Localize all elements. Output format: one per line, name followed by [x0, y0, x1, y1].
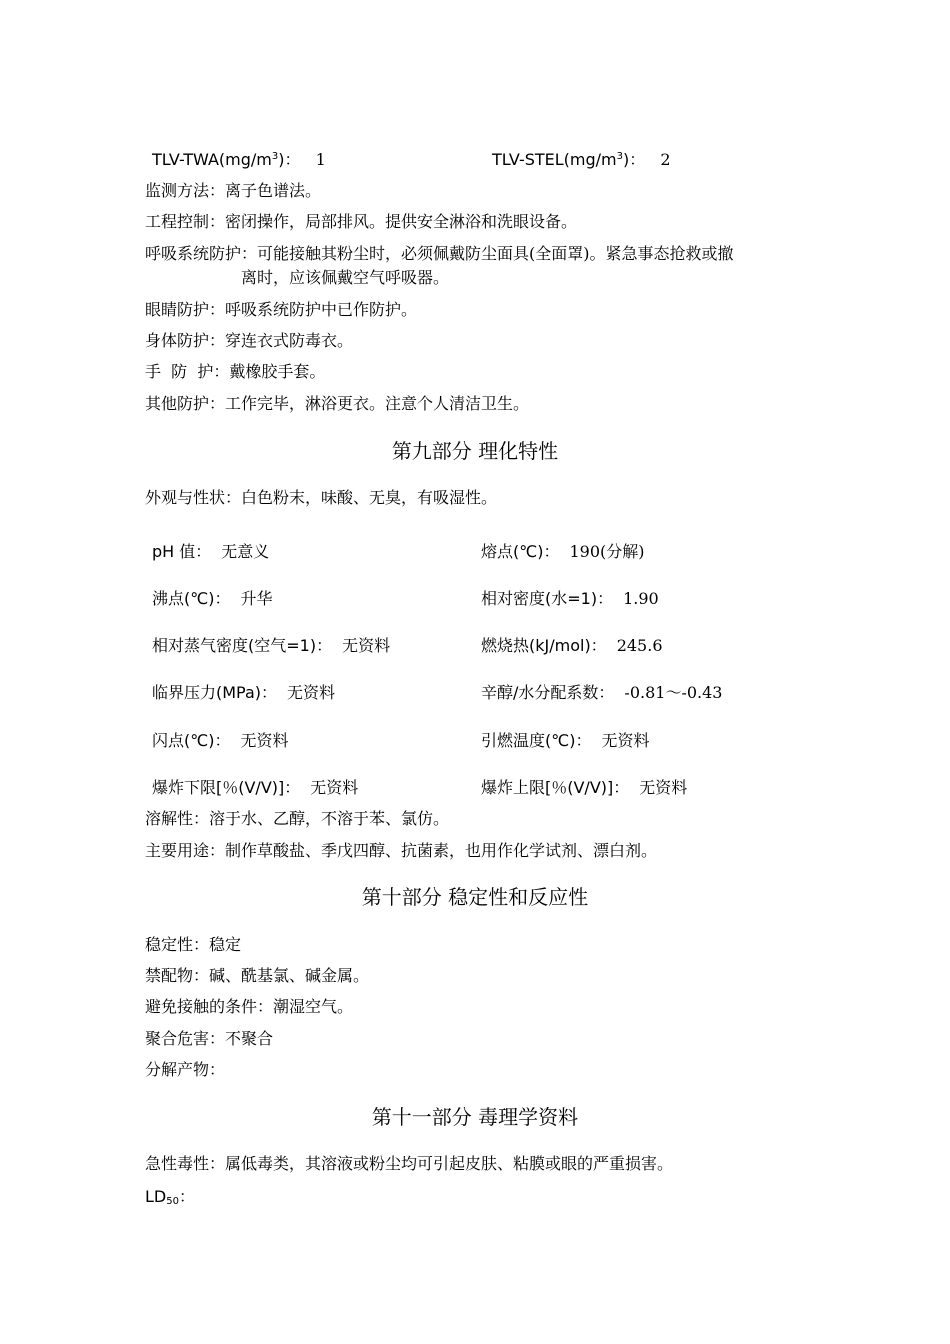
other-protection: 其他防护：工作完毕，淋浴更衣。注意个人清洁卫生。	[145, 394, 530, 413]
prop-ph: pH 值： 无意义	[152, 542, 270, 561]
body-protection: 身体防护：穿连衣式防毒衣。	[145, 331, 354, 350]
acute-toxicity: 急性毒性：属低毒类，其溶液或粉尘均可引起皮肤、粘膜或眼的严重损害。	[145, 1154, 674, 1173]
tlv-twa-label: TLV-$TWA(mg/m^3)$：	[152, 150, 301, 169]
eye-protection: 眼睛防护：呼吸系统防护中已作防护。	[145, 300, 418, 319]
tlv-twa	[152, 149, 326, 171]
prop-partition-coefficient: 辛醇/水分配系数： -0.81～-0.43	[481, 683, 723, 702]
tlv-twa-value: 1	[315, 150, 326, 169]
section-11-title: 第十一部分 毒理学资料	[371, 1105, 579, 1129]
ld50: $LD_{50}$：	[145, 1187, 195, 1207]
respiratory-protection: 呼吸系统防护：可能接触其粉尘时，必须佩戴防尘面具(全面罩)。紧急事态抢救或撤	[145, 244, 734, 263]
polymerization-hazard: 聚合危害：不聚合	[145, 1029, 274, 1048]
decomposition-products: 分解产物：	[145, 1060, 226, 1079]
prop-heat-of-combustion: 燃烧热(kJ/mol)： 245.6	[481, 636, 663, 655]
hand-protection: 手 防 护：戴橡胶手套。	[145, 362, 326, 381]
prop-upper-explosive-limit: 爆炸上限[％(V/V)]： 无资料	[481, 778, 688, 797]
monitoring-method: 监测方法：离子色谱法。	[145, 181, 322, 200]
tlv-stel-value: 2	[660, 150, 671, 169]
prop-critical-pressure: 临界压力(MPa)： 无资料	[152, 683, 336, 702]
prop-relative-density: 相对密度(水=1)： 1.90	[481, 589, 659, 608]
section-9-title: 第九部分 理化特性	[391, 439, 559, 463]
prop-lower-explosive-limit: 爆炸下限[％(V/V)]： 无资料	[152, 778, 359, 797]
conditions-to-avoid: 避免接触的条件：潮湿空气。	[145, 997, 354, 1016]
section-10-title: 第十部分 稳定性和反应性	[361, 885, 589, 909]
tlv-stel-label: TLV-$STEL(mg/m^3)$：	[492, 150, 646, 169]
prop-flash-point: 闪点(℃)： 无资料	[152, 731, 289, 750]
prop-vapor-density: 相对蒸气密度(空气=1)： 无资料	[152, 636, 391, 655]
incompatible-materials: 禁配物：碱、酰基氯、碱金属。	[145, 966, 370, 985]
respiratory-protection-cont: 离时，应该佩戴空气呼吸器。	[241, 268, 450, 287]
main-uses: 主要用途：制作草酸盐、季戊四醇、抗菌素，也用作化学试剂、漂白剂。	[145, 841, 658, 860]
prop-boiling-point: 沸点(℃)： 升华	[152, 589, 273, 608]
stability: 稳定性：稳定	[145, 935, 242, 954]
prop-melting-point: 熔点(℃)： 190(分解)	[481, 542, 645, 561]
engineering-control: 工程控制：密闭操作，局部排风。提供安全淋浴和洗眼设备。	[145, 212, 578, 231]
prop-ignition-temperature: 引燃温度(℃)： 无资料	[481, 731, 650, 750]
solubility: 溶解性：溶于水、乙醇，不溶于苯、氯仿。	[145, 809, 450, 828]
tlv-stel	[492, 149, 671, 171]
appearance: 外观与性状：白色粉末，味酸、无臭，有吸湿性。	[145, 488, 498, 507]
